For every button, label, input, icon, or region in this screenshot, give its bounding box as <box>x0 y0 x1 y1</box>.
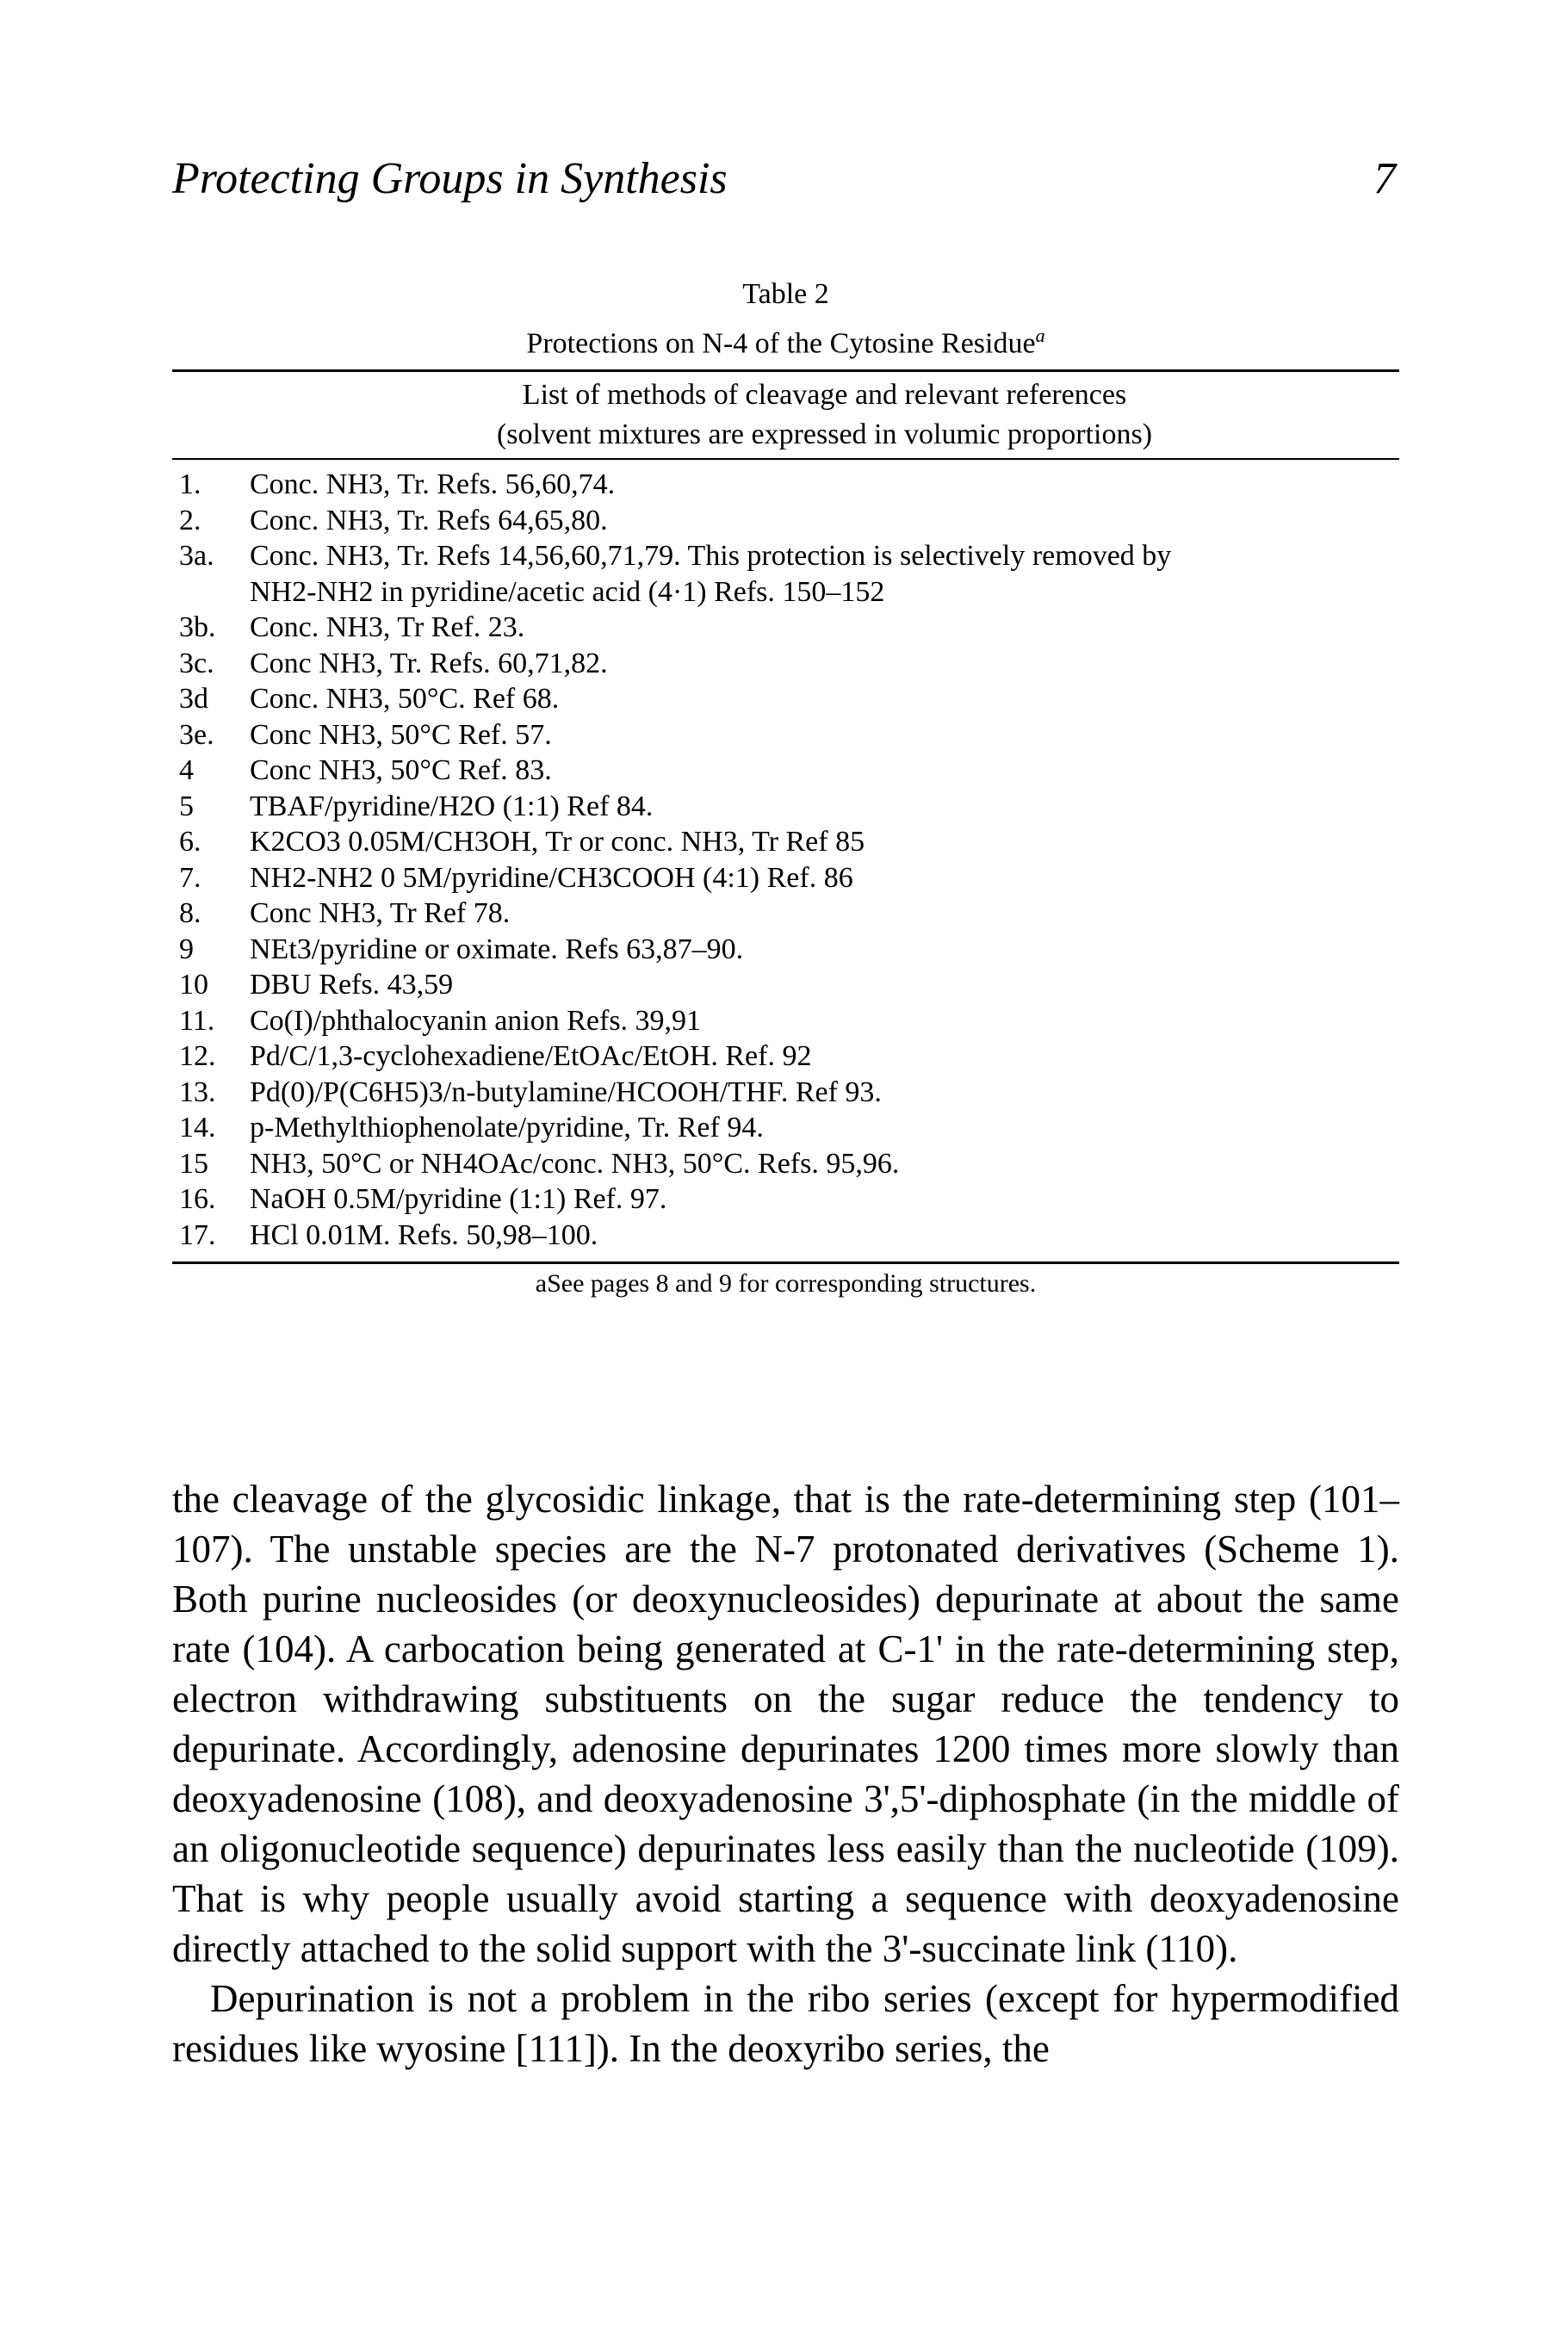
body-text <box>172 1474 1399 2073</box>
table-row <box>172 1110 1399 1146</box>
row-text: Conc NH3, Tr. Refs. 60,71,82. <box>250 647 608 679</box>
table-row <box>172 503 1399 539</box>
table-row <box>172 467 1399 503</box>
row-text: Co(I)/phthalocyanin anion Refs. 39,91 <box>250 1004 702 1037</box>
row-number: 14. <box>179 1112 216 1144</box>
row-text: NH3, 50°C or NH4OAc/conc. NH3, 50°C. Refs. 95,96. <box>250 1147 900 1180</box>
row-number: 6. <box>179 826 201 858</box>
table-row <box>172 717 1399 753</box>
row-number: 8. <box>179 897 201 930</box>
row-number: 3c. <box>179 647 214 679</box>
table-header-rule <box>172 458 1399 460</box>
table-row <box>172 860 1399 896</box>
table-caption-text: Protections on N-4 of the Cytosine Residue <box>526 327 1036 360</box>
row-number: 1. <box>179 468 201 501</box>
row-number: 7. <box>179 861 201 894</box>
row-text: DBU Refs. 43,59 <box>250 969 454 1001</box>
row-text: Conc. NH3, Tr Ref. 23. <box>250 611 525 644</box>
row-number: 12. <box>179 1040 216 1073</box>
row-text: NEt3/pyridine or oximate. Refs 63,87–90. <box>250 933 744 965</box>
row-text: NH2-NH2 0 5M/pyridine/CH3COOH (4:1) Ref. 86 <box>250 861 853 894</box>
row-number: 9 <box>179 933 194 965</box>
table-top-rule <box>172 369 1399 372</box>
running-head <box>172 153 1396 205</box>
row-number: 15 <box>179 1147 208 1180</box>
table-row <box>172 1146 1399 1182</box>
row-text: NH2-NH2 in pyridine/acetic acid (4·1) Refs. 150–152 <box>250 575 885 608</box>
row-text: Conc NH3, 50°C Ref. 57. <box>250 718 552 751</box>
row-number: 10 <box>179 969 208 1001</box>
row-text: Conc NH3, Tr Ref 78. <box>250 897 511 930</box>
table-footnote: aSee pages 8 and 9 for corresponding structures. <box>535 1269 1037 1299</box>
table-bottom-rule <box>172 1261 1399 1264</box>
table-column-header-line-1: List of methods of cleavage and relevant references <box>522 379 1127 412</box>
row-text: TBAF/pyridine/H2O (1:1) Ref 84. <box>250 790 654 822</box>
row-number: 2. <box>179 504 201 536</box>
table-caption-footnote-mark: a <box>1035 325 1045 346</box>
row-number: 16. <box>179 1183 216 1216</box>
table-row <box>172 1003 1399 1039</box>
row-number: 11. <box>179 1004 215 1037</box>
table-caption <box>172 315 1399 364</box>
row-number: 3b. <box>179 611 216 644</box>
paragraph: the cleavage of the glycosidic linkage, that is the rate-determining step (101–107). The unstable species are the N-7 protonated derivatives (Scheme 1). Both purine nucleosides (or deoxynucleosides) depurinate at about the same rate (104). A carbocation being generated at C-1' in the rate-determining step, electron withdrawing substituents on the sugar reduce the tendency to depurinate. Accordingly, adenosine depurinates 1200 times more slowly than deoxyadenosine (108), and deoxyadenosine 3',5'-diphosphate (in the middle of an oligonucleotide sequence) depurinates less easily than the nucleotide (109). That is why people usually avoid starting a sequence with deoxyadenosine directly attached to the solid support with the 3'-succinate link (110). <box>172 1478 1399 1970</box>
row-text: NaOH 0.5M/pyridine (1:1) Ref. 97. <box>250 1183 667 1216</box>
table-row <box>172 967 1399 1003</box>
row-text: Conc. NH3, Tr. Refs. 56,60,74. <box>250 468 616 501</box>
row-number: 3d <box>179 683 208 716</box>
row-number: 4 <box>179 754 194 787</box>
row-text: HCl 0.01M. Refs. 50,98–100. <box>250 1218 598 1251</box>
table-2 <box>172 274 1399 1299</box>
table-row <box>172 610 1399 646</box>
table-body <box>172 467 1399 1253</box>
row-number: 5 <box>179 790 194 822</box>
table-row <box>172 1038 1399 1075</box>
row-text: p-Methylthiophenolate/pyridine, Tr. Ref 94. <box>250 1112 764 1144</box>
table-row <box>172 824 1399 860</box>
table-row <box>172 896 1399 932</box>
row-number: 3e. <box>179 718 214 751</box>
table-row <box>172 646 1399 682</box>
row-text: Pd/C/1,3-cyclohexadiene/EtOAc/EtOH. Ref. 92 <box>250 1040 812 1073</box>
table-row <box>172 538 1399 574</box>
table-row <box>172 574 1399 611</box>
table-row <box>172 681 1399 717</box>
row-number <box>172 574 250 611</box>
table-row <box>172 1181 1399 1218</box>
table-number: Table 2 <box>742 278 829 310</box>
table-row <box>172 1218 1399 1254</box>
row-text: Conc. NH3, 50°C. Ref 68. <box>250 683 560 716</box>
row-text: Conc. NH3, Tr. Refs 14,56,60,71,79. This protection is selectively removed by <box>250 540 1172 573</box>
row-number: 3a. <box>179 540 214 573</box>
running-title: Protecting Groups in Synthesis <box>172 154 728 203</box>
table-row <box>172 753 1399 789</box>
row-text: Pd(0)/P(C6H5)3/n-butylamine/HCOOH/THF. Ref 93. <box>250 1075 882 1108</box>
table-row <box>172 1075 1399 1111</box>
table-column-header-line-2: (solvent mixtures are expressed in volumic proportions) <box>496 418 1153 451</box>
paragraph: Depurination is not a problem in the ribo series (except for hypermodified residues like wyosine [111]). In the deoxyribo series, the <box>172 1977 1399 2070</box>
table-row <box>172 789 1399 825</box>
row-text: Conc. NH3, Tr. Refs 64,65,80. <box>250 504 608 536</box>
row-number: 13. <box>179 1075 216 1108</box>
row-text: Conc NH3, 50°C Ref. 83. <box>250 754 552 787</box>
row-number: 17. <box>179 1218 216 1251</box>
row-text: K2CO3 0.05M/CH3OH, Tr or conc. NH3, Tr Ref 85 <box>250 826 865 858</box>
table-row <box>172 932 1399 968</box>
page-number: 7 <box>1373 154 1396 203</box>
